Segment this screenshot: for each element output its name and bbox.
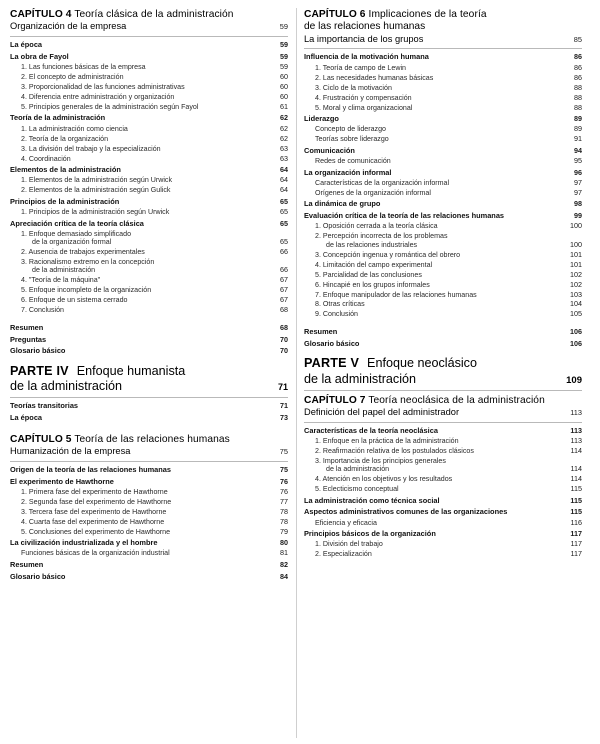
part-heading-5	[304, 356, 582, 386]
toc-entry[interactable]	[304, 189, 582, 197]
chapter-6-subtitle: La importancia de los grupos	[304, 33, 424, 44]
toc-entry[interactable]	[304, 261, 582, 269]
toc-entry-label: 4. Diferencia entre administración y organización	[21, 92, 175, 101]
part-4-label: PARTE IV	[10, 364, 69, 379]
toc-entry-label: Eficiencia y eficacia	[315, 518, 377, 527]
toc-entry-label: Influencia de la motivación humana	[304, 52, 429, 62]
toc-entry[interactable]	[10, 73, 288, 81]
toc-entry[interactable]	[10, 176, 288, 184]
toc-entry-page: 60	[280, 72, 288, 81]
toc-entry[interactable]	[10, 508, 288, 516]
toc-entry-page: 63	[280, 153, 288, 163]
toc-entry[interactable]	[304, 300, 582, 308]
toc-entry-label: 1. Enfoque demasiado simplificado	[21, 229, 132, 238]
toc-entry-label: 4. Coordinación	[21, 154, 71, 163]
toc-entry-label: Teoría de la administración	[10, 113, 106, 123]
toc-entry[interactable]	[10, 276, 288, 284]
part-5-label: PARTE V	[304, 356, 360, 371]
toc-entry-page: 88	[574, 92, 582, 102]
toc-entry-page: 103	[570, 289, 582, 299]
toc-entry[interactable]	[304, 310, 582, 318]
toc-entry[interactable]	[10, 166, 288, 175]
toc-entry-label: 7. Conclusión	[21, 306, 64, 315]
toc-entry[interactable]	[10, 155, 288, 163]
toc-entry-label: 2. Ausencia de trabajos experimentales	[21, 248, 145, 257]
toc-entry-page: 67	[280, 285, 288, 295]
toc-entry-page: 70	[280, 346, 288, 356]
toc-entry-label: 1. Oposición cerrada a la teoría clásica	[315, 222, 438, 231]
toc-entry-label: Glosario básico	[10, 346, 66, 356]
toc-entry-label: Principios de la administración	[10, 196, 120, 206]
toc-entry-label: 2. El concepto de administración	[21, 73, 124, 81]
toc-entry-page: 78	[280, 506, 288, 516]
chapter-4-subtitle-row	[10, 21, 288, 33]
toc-entry-page: 68	[280, 305, 288, 315]
toc-entry[interactable]	[10, 125, 288, 133]
toc-entry[interactable]	[10, 135, 288, 143]
chapter-heading-5	[10, 434, 288, 458]
toc-entry-page: 117	[570, 529, 582, 539]
toc-entry-page: 82	[280, 559, 288, 569]
toc-entry-page: 60	[280, 81, 288, 91]
toc-entry-label: 3. Racionalismo extremo en la concepción	[21, 258, 155, 267]
toc-entry-page: 62	[280, 123, 288, 133]
toc-entry-label: 1. División del trabajo	[315, 540, 383, 549]
toc-entry-label: 2. Especialización	[315, 550, 372, 559]
toc-entry-continuation[interactable]	[304, 241, 582, 249]
toc-entry-page: 59	[280, 62, 288, 72]
toc-entry[interactable]	[10, 208, 288, 216]
divider-left-2	[10, 397, 288, 398]
toc-entry-page: 66	[280, 265, 288, 275]
toc-entry-page: 115	[570, 507, 582, 517]
toc-entry-page: 98	[574, 199, 582, 209]
part-4-title-line2: de la administración	[10, 379, 123, 394]
toc-entry-label: 2. Las necesidades humanas básicas	[315, 73, 434, 82]
toc-entry-page: 59	[280, 40, 288, 50]
chapter-6-subtitle-row	[304, 34, 582, 46]
toc-entry-page: 62	[280, 113, 288, 123]
toc-entry[interactable]	[304, 94, 582, 102]
toc-entry[interactable]	[10, 478, 288, 487]
toc-entry-label: 1. Principios de la administración según Urwick	[21, 208, 170, 217]
left-entry-list	[10, 41, 288, 356]
toc-entry-label: 3. Ciclo de la motivación	[315, 83, 392, 92]
toc-entry-page: 101	[570, 259, 582, 269]
toc-entry[interactable]	[304, 540, 582, 548]
toc-entry[interactable]	[304, 74, 582, 82]
toc-entry-page: 64	[280, 175, 288, 185]
toc-entry[interactable]	[10, 528, 288, 536]
toc-entry-label: 6. Enfoque de un sistema cerrado	[21, 296, 128, 305]
right-column	[304, 8, 582, 738]
toc-entry[interactable]	[304, 497, 582, 506]
toc-entry[interactable]	[10, 41, 288, 50]
toc-entry-page: 99	[574, 211, 582, 220]
toc-entry[interactable]	[10, 518, 288, 526]
toc-entry-label: Principios básicos de la organización	[304, 529, 436, 539]
chapter-6-subtitle-page: 85	[573, 34, 582, 44]
toc-entry[interactable]	[304, 222, 582, 230]
toc-entry-label: Concepto de liderazgo	[315, 125, 386, 134]
toc-entry-label: La época	[10, 40, 43, 50]
part-5-title-line2: de la administración	[304, 371, 417, 386]
divider-right-1	[304, 48, 582, 49]
toc-entry[interactable]	[10, 198, 288, 207]
toc-entry[interactable]	[10, 539, 288, 548]
toc-entry[interactable]	[304, 232, 582, 240]
toc-entry[interactable]	[10, 220, 288, 229]
toc-entry-page: 66	[280, 247, 288, 257]
toc-entry-label: 5. Moral y clima organizacional	[315, 103, 413, 112]
toc-entry-continuation[interactable]	[10, 238, 288, 246]
toc-entry-label: Glosario básico	[304, 338, 360, 348]
chapter-6-label: CAPÍTULO 6	[304, 9, 366, 20]
toc-entry-label: Origen de la teoría de las relaciones humanas	[10, 464, 172, 474]
toc-entry-page: 89	[574, 114, 582, 124]
toc-entry[interactable]	[304, 340, 582, 349]
toc-entry[interactable]	[304, 271, 582, 279]
toc-entry-label: Resumen	[10, 322, 44, 332]
toc-entry-label: 2. Segunda fase del experimento de Hawthorne	[21, 497, 172, 506]
toc-entry[interactable]	[10, 114, 288, 123]
toc-entry-page: 68	[280, 322, 288, 332]
toc-entry[interactable]	[304, 291, 582, 299]
toc-entry[interactable]	[304, 437, 582, 445]
toc-entry[interactable]	[10, 324, 288, 333]
chapter-4-subtitle: Organización de la empresa	[10, 21, 127, 32]
toc-entry-page: 113	[570, 435, 582, 445]
toc-entry-page: 102	[570, 269, 582, 279]
divider-right-2	[304, 390, 582, 391]
toc-entry-page: 114	[570, 445, 582, 455]
toc-entry[interactable]	[10, 561, 288, 570]
toc-entry-page: 117	[570, 549, 582, 559]
toc-entry[interactable]	[304, 115, 582, 124]
toc-entry-label: de la administración	[32, 266, 96, 275]
toc-entry-page: 81	[280, 548, 288, 558]
toc-entry-page: 116	[570, 517, 582, 527]
toc-entry-page: 94	[574, 145, 582, 155]
toc-entry[interactable]	[304, 53, 582, 62]
toc-entry[interactable]	[10, 306, 288, 314]
toc-entry-page: 65	[280, 207, 288, 217]
toc-entry[interactable]	[304, 135, 582, 143]
toc-entry-label: 3. Importancia de los principios generales	[315, 456, 446, 465]
toc-entry-page: 65	[280, 196, 288, 206]
toc-entry-label: 5. Enfoque incompleto de la organización	[21, 286, 152, 295]
toc-entry-label: La administración como técnica social	[304, 495, 440, 505]
toc-entry-label: de la organización formal	[32, 238, 112, 247]
toc-entry[interactable]	[304, 519, 582, 527]
toc-entry[interactable]	[10, 286, 288, 294]
toc-entry[interactable]	[10, 93, 288, 101]
chapter-heading-7	[304, 395, 582, 419]
left-column	[10, 8, 288, 738]
toc-entry-page: 70	[280, 334, 288, 344]
toc-entry-label: Resumen	[304, 326, 338, 336]
toc-entry[interactable]	[10, 336, 288, 345]
toc-entry-page: 86	[574, 72, 582, 82]
toc-entry[interactable]	[304, 427, 582, 436]
toc-entry[interactable]	[10, 498, 288, 506]
toc-entry[interactable]	[304, 169, 582, 178]
part-5-title-line1: Enfoque neoclásico	[367, 356, 477, 371]
toc-entry[interactable]	[10, 296, 288, 304]
toc-entry-label: Liderazgo	[304, 114, 339, 124]
toc-entry[interactable]	[304, 447, 582, 455]
chapter-6-title-line1: Implicaciones de la teoría	[368, 9, 487, 20]
toc-entry-label: El experimento de Hawthorne	[10, 476, 114, 486]
toc-entry-label: de la administración	[326, 465, 390, 474]
chapter-7-title: Teoría neoclásica de la administración	[368, 394, 545, 406]
toc-entry-label: La civilización industrializada y el hombre	[10, 538, 158, 548]
toc-entry[interactable]	[10, 549, 288, 557]
toc-entry-page: 115	[570, 484, 582, 494]
toc-entry[interactable]	[304, 84, 582, 92]
toc-entry-page: 100	[570, 239, 582, 249]
toc-entry-page: 79	[280, 526, 288, 536]
toc-entry-label: Teorías transitorias	[10, 401, 79, 411]
chapter-heading-4	[10, 9, 288, 33]
toc-entry-page: 78	[280, 516, 288, 526]
toc-entry-page: 77	[280, 496, 288, 506]
toc-entry-label: Resumen	[10, 559, 44, 569]
toc-entry-page: 84	[280, 571, 288, 581]
toc-entry-label: Características de la teoría neoclásica	[304, 425, 438, 435]
toc-entry-label: 4. Atención en los objetivos y los resultados	[315, 475, 453, 484]
part-heading-4	[10, 364, 288, 394]
toc-entry-label: 6. Hincapié en los grupos informales	[315, 280, 430, 289]
chapter-4-title: Teoría clásica de la administración	[74, 9, 234, 20]
chapter-7-label: CAPÍTULO 7	[304, 394, 366, 406]
toc-entry-page: 76	[280, 476, 288, 486]
toc-entry-label: 3. Concepción ingenua y romántica del obrero	[315, 250, 461, 259]
toc-entry-label: La dinámica de grupo	[304, 199, 381, 209]
toc-entry-label: Comunicación	[304, 145, 355, 155]
toc-entry-label: 1. Primera fase del experimento de Hawthorne	[21, 487, 168, 496]
chapter-5-label: CAPÍTULO 5	[10, 433, 72, 445]
toc-entry[interactable]	[10, 248, 288, 256]
toc-entry-page: 106	[570, 338, 582, 348]
toc-entry-label: 9. Conclusión	[315, 310, 358, 319]
toc-entry-page: 71	[280, 401, 288, 411]
toc-entry-page: 86	[574, 52, 582, 62]
toc-entry-page: 65	[280, 237, 288, 247]
toc-entry-label: 1. Teoría de campo de Lewin	[315, 63, 406, 72]
toc-entry-page: 97	[574, 177, 582, 187]
toc-entry-label: Características de la organización informal	[315, 178, 450, 187]
toc-entry[interactable]	[10, 466, 288, 475]
toc-entry[interactable]	[10, 83, 288, 91]
toc-entry-label: 3. Proporcionalidad de las funciones administrativas	[21, 82, 185, 91]
toc-entry-label: 2. Elementos de la administración según Gulick	[21, 186, 171, 195]
toc-entry-page: 96	[574, 167, 582, 177]
toc-entry[interactable]	[304, 125, 582, 133]
toc-entry-label: Elementos de la administración	[10, 165, 121, 175]
toc-entry-label: 2. Teoría de la organización	[21, 134, 109, 143]
toc-entry-label: La obra de Fayol	[10, 51, 69, 61]
toc-entry-page: 62	[280, 133, 288, 143]
toc-entry[interactable]	[10, 402, 288, 411]
divider-right-3	[304, 422, 582, 423]
toc-entry[interactable]	[304, 328, 582, 337]
toc-entry-label: Aspectos administrativos comunes de las organizaciones	[304, 507, 508, 517]
chapter-4-subtitle-page: 59	[279, 22, 288, 32]
chapter-5-subtitle: Humanización de la empresa	[10, 446, 131, 457]
toc-entry-label: 8. Otras críticas	[315, 300, 365, 309]
toc-entry-page: 67	[280, 295, 288, 305]
chapter-7-subtitle-page: 113	[570, 408, 582, 418]
toc-entry-page: 97	[574, 187, 582, 197]
toc-entry-label: Preguntas	[10, 334, 47, 344]
toc-entry[interactable]	[10, 103, 288, 111]
toc-entry-label: 5. Parcialidad de las conclusiones	[315, 270, 422, 279]
toc-entry[interactable]	[304, 251, 582, 259]
chapter-5-subtitle-page: 75	[279, 447, 288, 457]
toc-entry[interactable]	[10, 230, 288, 238]
toc-entry-page: 114	[570, 474, 582, 484]
toc-entry[interactable]	[304, 104, 582, 112]
toc-entry-page: 91	[574, 134, 582, 144]
toc-entry[interactable]	[304, 475, 582, 483]
part-5-page: 109	[566, 374, 582, 386]
toc-entry-page: 76	[280, 486, 288, 496]
toc-entry-page: 63	[280, 143, 288, 153]
divider-left-3	[10, 461, 288, 462]
toc-entry-label: 4. "Teoría de la máquina"	[21, 276, 101, 285]
toc-entry[interactable]	[304, 457, 582, 465]
toc-entry[interactable]	[304, 179, 582, 187]
toc-entry-page: 59	[280, 51, 288, 61]
toc-entry[interactable]	[10, 488, 288, 496]
toc-entry-label: 3. Tercera fase del experimento de Hawthorne	[21, 507, 167, 516]
toc-entry-label: Teorías sobre liderazgo	[315, 135, 389, 144]
toc-entry-page: 65	[280, 218, 288, 228]
toc-entry-page: 61	[280, 101, 288, 111]
chapter-7-subtitle-row	[304, 407, 582, 419]
toc-entry-label: 5. Principios generales de la administración según Fayol	[21, 102, 199, 111]
toc-entry-label: 5. Eclecticismo conceptual	[315, 485, 399, 494]
toc-entry-page: 106	[570, 326, 582, 336]
toc-entry[interactable]	[304, 157, 582, 165]
toc-entry-label: 3. La división del trabajo y la especialización	[21, 144, 161, 153]
toc-entry-label: 5. Conclusiones del experimento de Hawthorne	[21, 527, 171, 536]
toc-entry[interactable]	[10, 63, 288, 71]
chapter-7-subtitle: Definición del papel del administrador	[304, 407, 460, 418]
toc-entry-page: 75	[280, 464, 288, 474]
chapter-6-title-line2: de las relaciones humanas	[304, 21, 426, 33]
toc-entry-label: Apreciación crítica de la teoría clásica	[10, 218, 144, 228]
toc-entry-page: 88	[574, 102, 582, 112]
toc-entry-page: 113	[570, 425, 582, 435]
toc-entry-label: 4. Cuarta fase del experimento de Hawthorne	[21, 517, 165, 526]
toc-entry-page: 88	[574, 82, 582, 92]
part-4-page: 71	[277, 382, 288, 393]
toc-entry-label: Orígenes de la organización informal	[315, 188, 431, 197]
right-entry-list	[304, 53, 582, 348]
toc-entry-page: 86	[574, 62, 582, 72]
toc-entry[interactable]	[10, 145, 288, 153]
toc-entry-label: 4. Frustración y compensación	[315, 93, 412, 102]
toc-entry[interactable]	[304, 200, 582, 209]
part-4-title-line1: Enfoque humanista	[76, 364, 186, 379]
column-divider	[296, 8, 297, 738]
toc-entry-label: La época	[10, 413, 43, 423]
toc-entry-label: 1. Enfoque en la práctica de la administración	[315, 436, 459, 445]
toc-entry[interactable]	[304, 281, 582, 289]
toc-entry[interactable]	[10, 347, 288, 356]
toc-entry-page: 80	[280, 538, 288, 548]
toc-entry-label: de las relaciones industriales	[326, 240, 418, 249]
chapter-4-label: CAPÍTULO 4	[10, 9, 72, 20]
toc-entry[interactable]	[304, 508, 582, 517]
divider-left-1	[10, 36, 288, 37]
toc-entry[interactable]	[304, 485, 582, 493]
toc-entry[interactable]	[10, 573, 288, 582]
toc-entry[interactable]	[304, 212, 582, 221]
toc-entry-page: 104	[570, 299, 582, 309]
toc-entry[interactable]	[10, 186, 288, 194]
chapter-5-subtitle-row	[10, 446, 288, 458]
toc-entry-label: Evaluación crítica de la teoría de las relaciones humanas	[304, 211, 505, 220]
toc-entry-label: La organización informal	[304, 167, 392, 177]
toc-entry[interactable]	[304, 550, 582, 558]
toc-entry-page: 89	[574, 124, 582, 134]
toc-entry-page: 100	[570, 221, 582, 231]
toc-entry-page: 73	[280, 413, 288, 423]
toc-entry-page: 67	[280, 275, 288, 285]
toc-entry-label: 1. Las funciones básicas de la empresa	[21, 63, 146, 72]
toc-entry[interactable]	[10, 414, 288, 423]
toc-entry-continuation[interactable]	[304, 465, 582, 473]
toc-entry-page: 95	[574, 156, 582, 166]
toc-entry-page: 114	[570, 464, 582, 474]
chapter-5-title: Teoría de las relaciones humanas	[74, 433, 230, 445]
toc-entry-label: Glosario básico	[10, 571, 66, 581]
toc-entry-continuation[interactable]	[10, 266, 288, 274]
toc-entry-page: 101	[570, 249, 582, 259]
toc-entry[interactable]	[304, 64, 582, 72]
toc-entry-label: 7. Enfoque manipulador de las relaciones humanas	[315, 290, 477, 299]
toc-entry-label: 4. Limitación del campo experimental	[315, 260, 433, 269]
toc-entry-page: 64	[280, 165, 288, 175]
toc-entry-label: 2. Percepción incorrecta de los problemas	[315, 232, 448, 241]
toc-entry[interactable]	[10, 258, 288, 266]
toc-entry-page: 60	[280, 91, 288, 101]
chapter-heading-6	[304, 9, 582, 45]
toc-entry-page: 64	[280, 185, 288, 195]
toc-entry[interactable]	[304, 530, 582, 539]
toc-entry-page: 102	[570, 279, 582, 289]
toc-entry-label: Redes de comunicación	[315, 157, 391, 166]
toc-entry[interactable]	[304, 147, 582, 156]
toc-entry-label: 2. Reafirmación relativa de los postulados clásicos	[315, 446, 474, 455]
toc-entry-page: 117	[570, 539, 582, 549]
toc-entry-label: 1. Elementos de la administración según Urwick	[21, 176, 173, 185]
toc-entry-page: 105	[570, 309, 582, 319]
toc-entry-label: 1. La administración como ciencia	[21, 124, 128, 133]
toc-entry[interactable]	[10, 53, 288, 62]
toc-entry-label: Funciones básicas de la organización industrial	[21, 549, 170, 558]
toc-entry-page: 115	[570, 495, 582, 505]
